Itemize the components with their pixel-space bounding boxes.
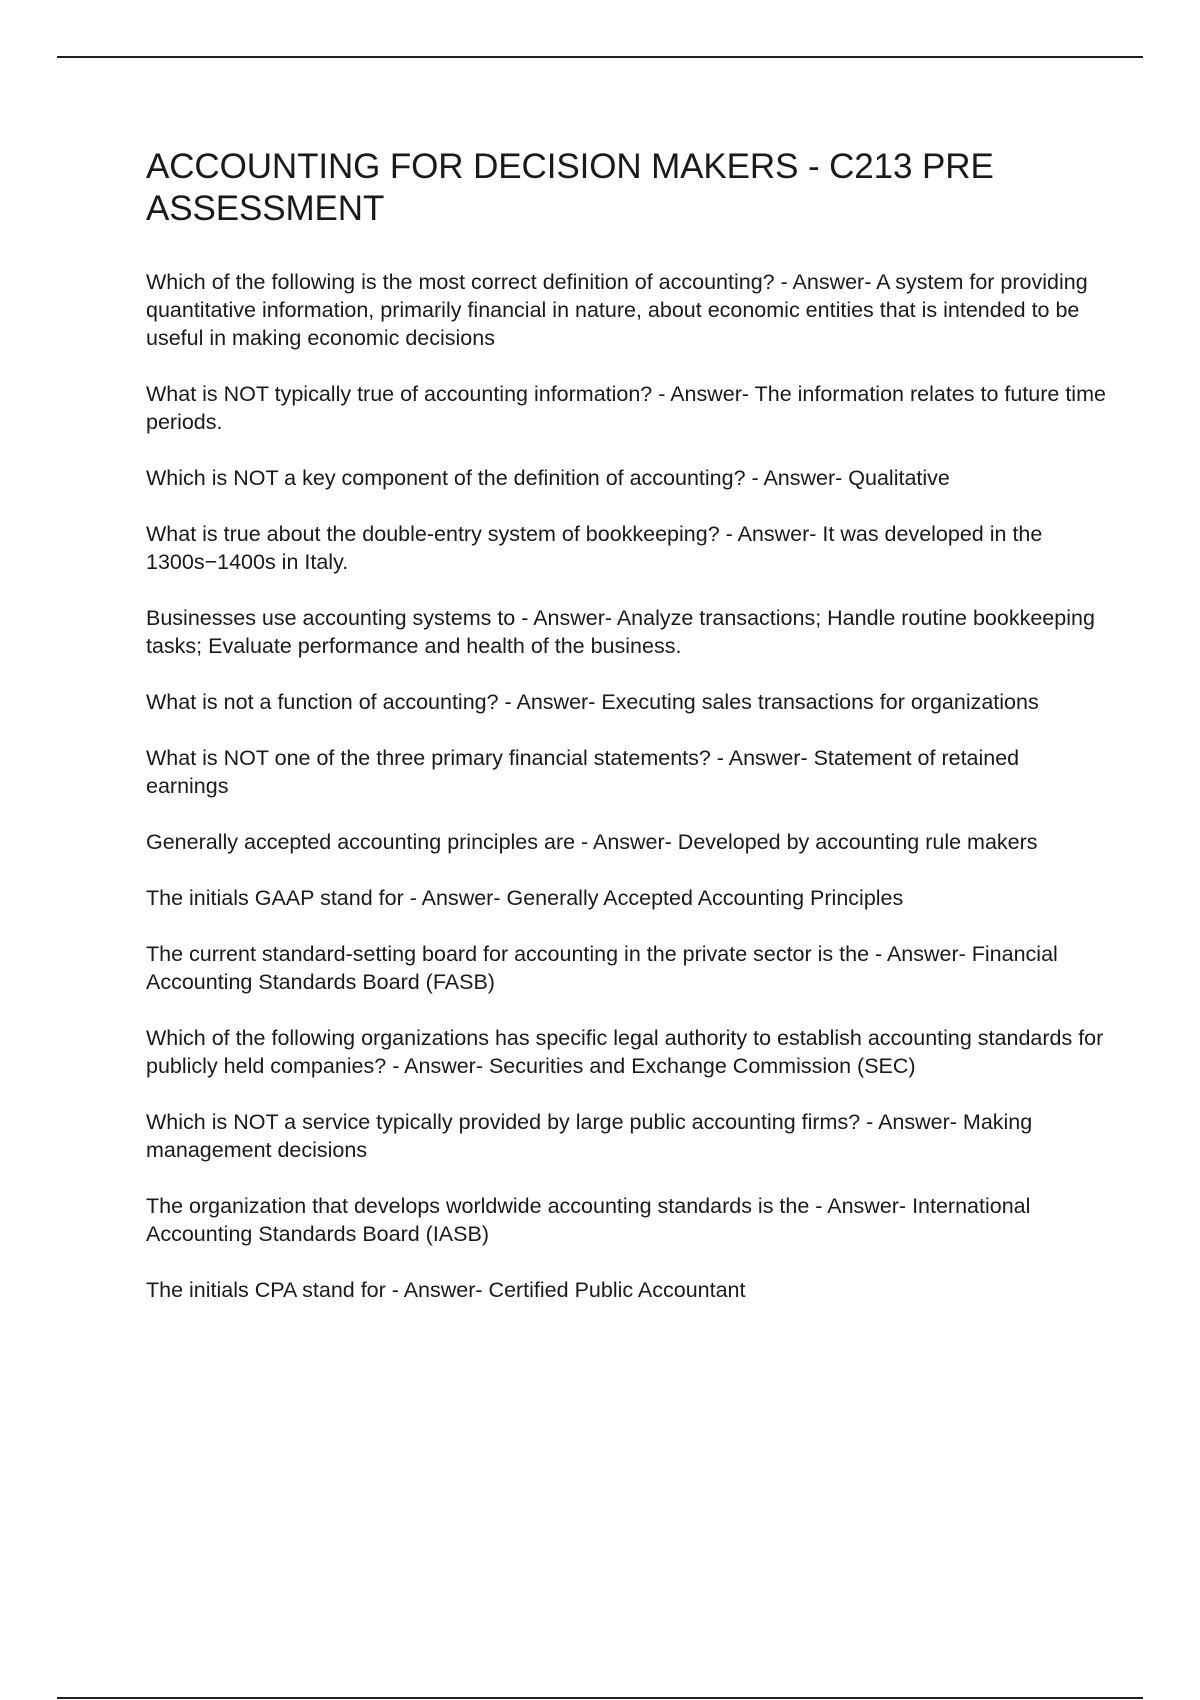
- header-rule: [57, 56, 1143, 58]
- qa-item: What is not a function of accounting? - Answer- Executing sales transactions for organizations: [146, 690, 1039, 714]
- qa-item: Generally accepted accounting principles are - Answer- Developed by accounting rule makers: [146, 830, 1038, 854]
- qa-item: Which of the following is the most correct definition of accounting? - Answer- A system for providing quantitative information, primarily financial in nature, about economic entities that is intended to be useful in making economic decisions: [146, 270, 1088, 350]
- qa-item: Which of the following organizations has specific legal authority to establish accounting standards for publicly held companies? - Answer- Securities and Exchange Commission (SEC): [146, 1026, 1104, 1078]
- footer-rule: [57, 1697, 1143, 1699]
- qa-item: What is NOT one of the three primary financial statements? - Answer- Statement of retained earnings: [146, 746, 1020, 798]
- qa-item: The current standard-setting board for accounting in the private sector is the - Answer- Financial Accounting Standards Board (FASB): [146, 942, 1058, 994]
- document-title: ACCOUNTING FOR DECISION MAKERS - C213 PRE ASSESSMENT: [146, 147, 994, 228]
- qa-item: Businesses use accounting systems to - Answer- Analyze transactions; Handle routine bookkeeping tasks; Evaluate performance and health of the business.: [146, 606, 1095, 658]
- qa-item: Which is NOT a key component of the definition of accounting? - Answer- Qualitative: [146, 466, 950, 490]
- qa-item: Which is NOT a service typically provided by large public accounting firms? - Answer- Making management decisions: [146, 1110, 1033, 1162]
- qa-item: What is NOT typically true of accounting information? - Answer- The information relates to future time periods.: [146, 382, 1106, 434]
- document-body: [146, 146, 1106, 1332]
- qa-item: The initials GAAP stand for - Answer- Generally Accepted Accounting Principles: [146, 886, 904, 910]
- qa-item: The initials CPA stand for - Answer- Certified Public Accountant: [146, 1278, 746, 1302]
- qa-item: The organization that develops worldwide accounting standards is the - Answer- International Accounting Standards Board (IASB): [146, 1194, 1031, 1246]
- qa-item: What is true about the double-entry system of bookkeeping? - Answer- It was developed in the 1300s−1400s in Italy.: [146, 522, 1043, 574]
